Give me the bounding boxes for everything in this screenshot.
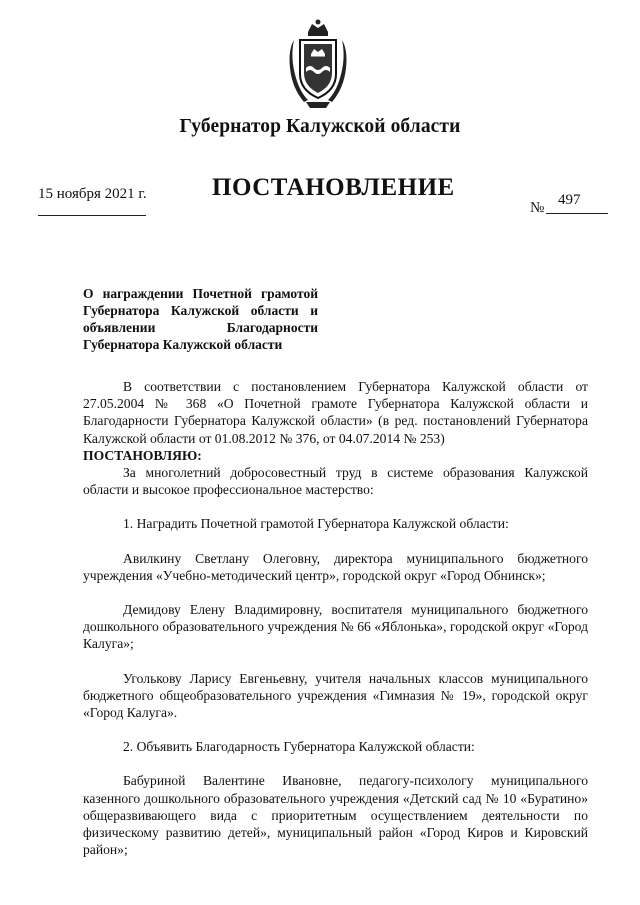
- number-sign: №: [530, 200, 545, 216]
- thanks-paragraph: Бабуриной Валентине Ивановне, педагогу-психологу муниципального казенного дошкольного образовательного учреждения «Детский сад № 10 «Буратино» общеразвивающего вида с приоритетным осуществлением деятельности по физическому развитию детей», муниципальный район «Город Киров и Кировский район»;: [83, 773, 588, 858]
- document-date: 15 ноября 2021 г.: [38, 186, 147, 202]
- decree-heading: ПОСТАНОВЛЯЮ:: [83, 447, 202, 463]
- coat-of-arms-emblem: [286, 18, 350, 110]
- date-underline: [38, 215, 146, 216]
- issuing-authority: Губернатор Калужской области: [179, 116, 461, 137]
- document-body: [83, 378, 588, 858]
- award-paragraph: Демидову Елену Владимировну, воспитателя муниципального бюджетного дошкольного образовательного учреждения № 66 «Яблонька», городской округ «Город Калуга»;: [83, 602, 588, 652]
- preamble-paragraph: В соответствии с постановлением Губернатора Калужской области от 27.05.2004 № 368 «О Почетной грамоте Губернатора Калужской области и Благодарности Губернатора Калужской области» (в ред. постановлений Губернатора Калужской области от 01.08.2012 № 376, от 04.07.2014 № 253): [83, 379, 588, 446]
- award-paragraph: Уголькову Ларису Евгеньевну, учителя начальных классов муниципального бюджетного общеобразовательного учреждения «Гимназия № 19», городской округ «Город Калуга».: [83, 670, 588, 721]
- document-subject: О награждении Почетной грамотой Губернатора Калужской области и объявлении Благодарности Губернатора Калужской области: [83, 286, 318, 352]
- item-1-heading: 1. Наградить Почетной грамотой Губернатора Калужской области:: [123, 516, 509, 532]
- item-2-heading: 2. Объявить Благодарность Губернатора Калужской области:: [123, 739, 475, 755]
- document-type-title: ПОСТАНОВЛЕНИЕ: [212, 174, 455, 201]
- reason-paragraph: За многолетний добросовестный труд в системе образования Калужской области и высокое профессиональное мастерство:: [83, 465, 588, 498]
- document-number: 497: [558, 192, 581, 208]
- award-paragraph: Авилкину Светлану Олеговну, директора муниципального бюджетного учреждения «Учебно-методический центр», городской округ «Город Обнинск»;: [83, 550, 588, 583]
- number-underline: [546, 213, 608, 214]
